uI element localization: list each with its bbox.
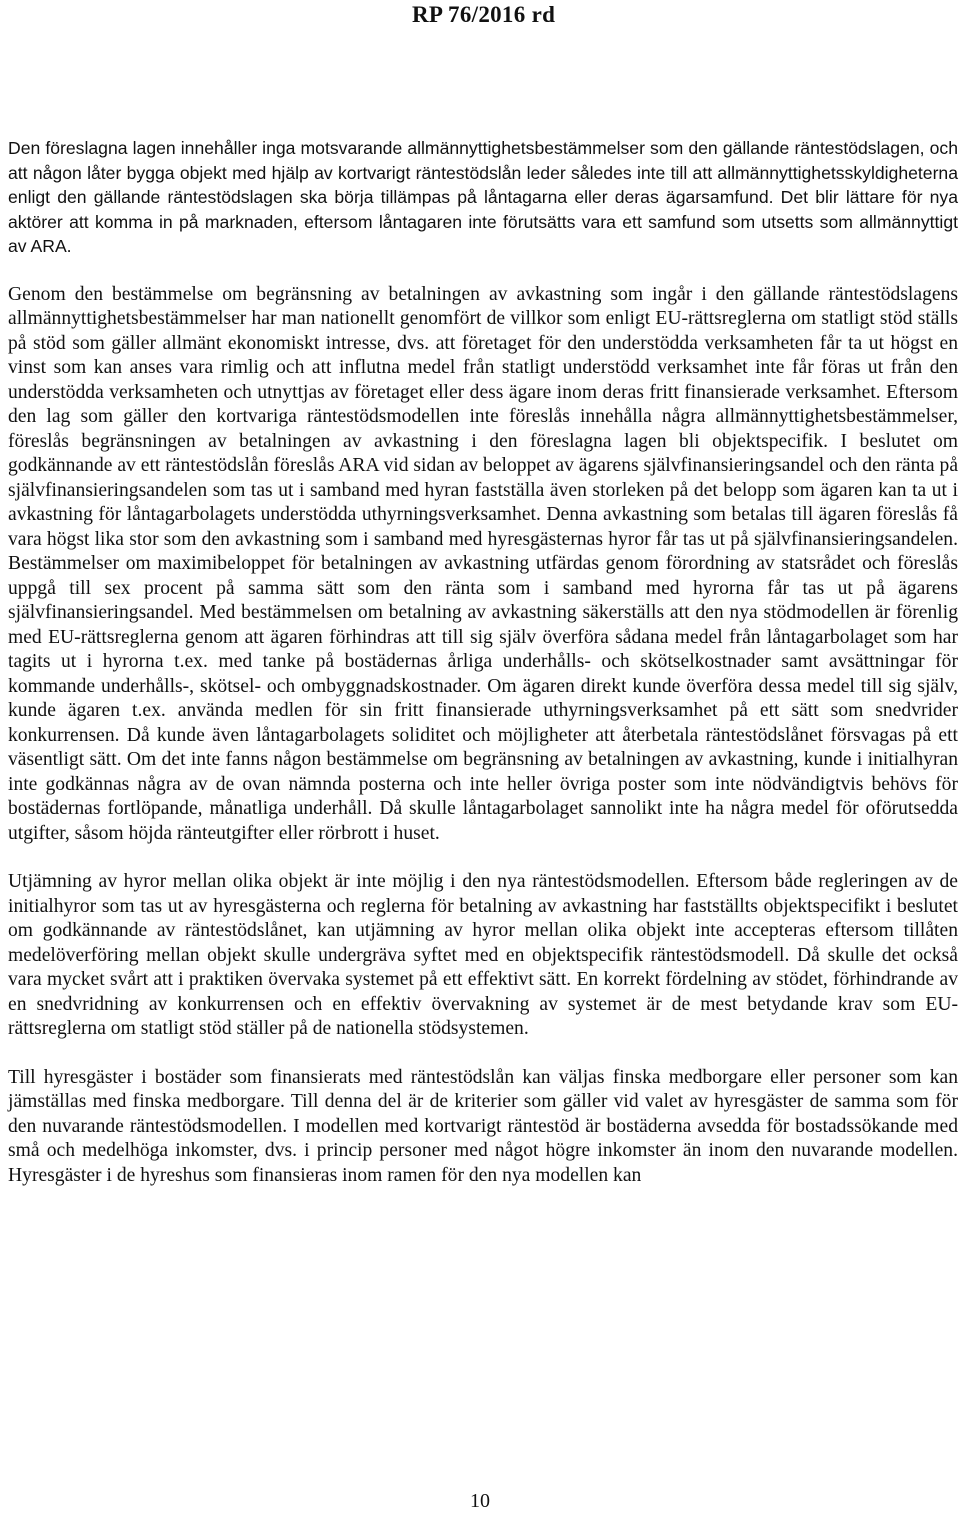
paragraph-avkastning: Genom den bestämmelse om begränsning av betalningen av avkastning som ingår i den gällande räntestödslagens allmännyttighetsbestämmelser har man nationellt genomfört de villkor som enligt EU-rättsreglerna om statligt stöd ställs på stöd som gäller allmänt ekonomiskt intresse, dvs. att företaget för den understödda verksamheten får ta ut högst en vinst som kan anses vara rimlig och att influtna medel från statligt understödd verksamhet inte får föras ut från den understödda verksamheten och utnyttjas av företaget eller dess ägare inom deras fritt finansierade verksamhet. Eftersom den lag som gäller den kortvariga räntestödsmodellen inte föreslås innehålla några allmännyttighetsbestämmelser, föreslås begränsningen av betalningen av avkastning i den föreslagna lagen bli objektspecifik. I beslutet om godkännande av ett räntestödslån föreslås ARA vid sidan av beloppet av ägarens självfinansieringsandel och den ränta på självfinansieringsandelen som tas ut i samband med hyran fastställa även storleken på det belopp som ägaren kan ta ut i avkastning för låntagarbolagets understödda uthyrningsverksamhet. Denna avkastning som betalas till ägaren föreslås få vara högst lika stor som den avkastning som i samband med hyresgästernas hyror får tas ut på självfinansieringsandelen. Bestämmelser om maximibeloppet för betalningen av avkastning utfärdas genom förordning av statsrådet och föreslås uppgå till sex procent på samma sätt som den ränta som i samband med hyrorna får tas ut på ägarens självfinansieringsandel. Med bestämmelsen om betalning av avkastning säkerställs att den nya stödmodellen är förenlig med EU-rättsreglerna genom att ägaren förhindras att till sig själv överföra sådana medel från låntagarbolaget som har tagits ut i hyrorna t.ex. med tanke på bostädernas årliga underhålls- och skötselkostnader samt avsättningar för kommande underhålls-, skötsel- och ombyggnadskostnader. Om ägaren direkt kunde överföra dessa medel till sig själv, kunde ägaren t.ex. använda medlen för sin fritt finansierade uthyrningsverksamhet på ett sätt som snedvrider konkurrensen. Då kunde även låntagarbolagets soliditet och möjligheter att återbetala räntestödslånet försvagas på ett väsentligt sätt. Om det inte fanns någon bestämmelse om begränsning av betalningen av avkastning, kunde i initialhyran inte godkännas några av de ovan nämnda posterna och inte heller övriga poster som inte nödvändigtvis behövs för bostädernas fortlöpande, månatliga underhåll. Då skulle låntagarbolaget sannolikt inte ha några medel för oförutsedda utgifter, såsom höjda ränteutgifter eller rörbrott i huset. bbox=[8, 283, 959, 844]
document-body bbox=[8, 136, 958, 1212]
page-number: 10 bbox=[470, 1490, 490, 1512]
document-reference: RP 76/2016 rd bbox=[412, 2, 556, 27]
paragraph-hyresgaster: Till hyresgäster i bostäder som finansierats med räntestödslån kan väljas finska medborgare eller personer som kan jämställas med finska medborgare. Till denna del är de kriterier som gäller vid valet av hyresgäster de samma som för den nuvarande räntestödsmodellen. I modellen med kortvarigt räntestöd är bostäderna avsedda för bostadssökande med små och medelhöga inkomster, dvs. i princip personer med något högre inkomster än inom den nuvarande modellen. Hyresgäster i de hyreshus som finansieras inom ramen för den nya modellen kan bbox=[8, 1066, 958, 1186]
paragraph-utjamning: Utjämning av hyror mellan olika objekt är inte möjlig i den nya räntestödsmodellen. Eftersom både regleringen av de initialhyror som tas ut av hyresgästerna och reglerna för betalning av avkastning har fastställts objektspecifikt i beslutet om godkännande av räntestödslånet, kan utjämning av hyror mellan olika objekt inte accepteras eftersom tillåten medelöverföring mellan objekt skulle undergräva syftet med en objektspecifik räntestödsmodell. Då skulle det också vara mycket svårt att i praktiken övervaka systemet på ett effektivt sätt. En korrekt fördelning av stödet, förhindrande av en snedvridning av konkurrensen och en effektiv övervakning av systemet är de mest betydande krav som EU-rättsreglerna om statligt stöd ställer på de nationella stödsystemen. bbox=[8, 871, 958, 1039]
paragraph-allmannyttighet: Den föreslagna lagen innehåller inga motsvarande allmännyttighetsbestämmelser som den gällande räntestödslagen, och att någon låter bygga objekt med hjälp av kortvarigt räntestödslån leder således inte till att allmännyttighetsskyldigheterna enligt den gällande räntestödslagen ska börja tillämpas på låntagarna eller deras ägarsamfund. Det blir lättare för nya aktörer att komma in på marknaden, eftersom låntagaren inte förutsätts vara ett samfund som utsetts som allmännyttigt av ARA. bbox=[8, 138, 958, 256]
